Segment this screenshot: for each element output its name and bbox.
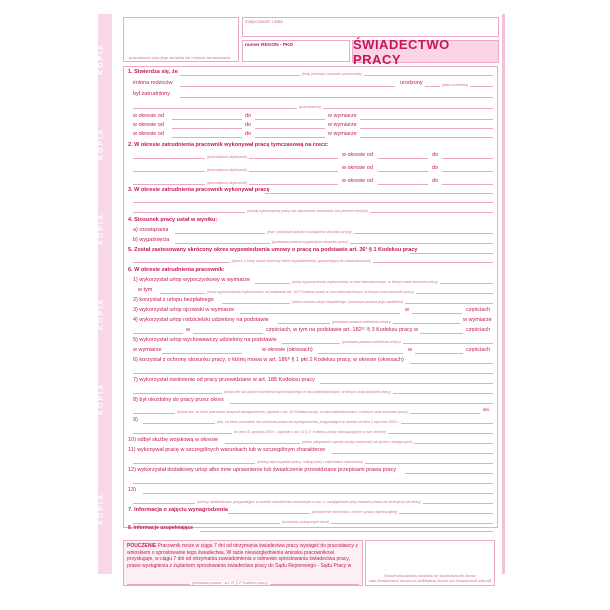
period-dim-field[interactable] [360,137,493,138]
section-8-title: 8. Informacje uzupełniające [128,525,194,531]
period-dim-label: w wymiarze [328,113,357,119]
instructions-caption: (podstawa prawna - art. 97 § 2¹ Kodeksu pracy) [192,581,268,585]
right-margin-bar [502,14,505,574]
item-12-field[interactable] [405,473,493,474]
period-from-field[interactable] [378,184,428,185]
item-7-label: 7) wykorzystał zwolnienie od pracy przewidziane w art. 188 Kodeksu pracy [133,377,315,383]
additional-info-field[interactable] [200,531,493,532]
notice-caption: (okres, o który został skrócony okres wypowiedzenia, uprawniający do odszkodowania) [232,259,371,263]
period-to-field[interactable] [442,171,493,172]
item-3-field[interactable] [240,313,400,314]
item-4-line2: częściach, w tym na podstawie art. 182¹ᶜ § 3 Kodeksu pracy w [266,327,419,333]
expiry-label: b) wygaśnięcia [133,237,170,243]
item-5-period-field[interactable] [318,353,403,354]
item-6-field[interactable] [410,363,493,364]
item-3-w: w [405,307,409,313]
item-4-parts2-field[interactable] [420,333,463,334]
item-13-field[interactable] [143,493,493,494]
item-8-field[interactable] [230,403,493,404]
item-9-label: 9) [133,417,138,423]
period-from-label: w okresie od [342,165,373,171]
period-from-label: w okresie od [133,131,164,137]
item-4-dim-field[interactable] [133,333,183,334]
item-2-caption: (okres trwania urlopu bezpłatnego i podstawa prawna jego udzielenia) [292,300,404,304]
item-3-label: 3) wykorzystał urlop ojcowski w wymiarze [133,307,235,313]
item-12-label: 12) wykorzystał dodatkowy urlop albo inne uprawnienie lub świadczenie przewidziane przepisami prawa pracy [128,467,397,473]
stub-label: KOPIA [98,212,105,246]
period-from-field[interactable] [378,171,428,172]
stub-label: KOPIA [98,297,105,331]
period-to-field[interactable] [255,119,325,120]
item-4-label: 4) wykorzystał urlop rodzicielski udzielony na podstawie [133,317,269,323]
item-1-label: 1) wykorzystał urlop wypoczynkowy w wymiarze [133,277,251,283]
period-to-label: do [432,165,439,171]
user-caption: (pracodawca użytkownik) [207,168,248,172]
period-from-label: w okresie od [133,122,164,128]
section-2-title: 2. W okresie zatrudnienia pracownik wykonywał pracę tymczasową na rzecz: [128,142,329,148]
born-caption: (data urodzenia) [442,83,469,87]
period-to-label: do [245,113,252,119]
item-8-caption: (liczba dni, za które pracownik otrzymał wynagrodzenie, zgodnie z art. 92 Kodeksu pracy, w roku kalendarzowym, w którym ustał stosunek pracy) [177,410,408,414]
item-1-sub-label: w tym [138,287,153,293]
item-13-caption: (okresy nieskładkowe, przypadające w okresie zatrudnienia wskazanym w ust. 1, uwzględniane przy ustalaniu prawa do emerytury lub renty) [197,500,421,504]
item-9-caption: (dni, za które pracownik nie zachował prawa do wynagrodzenia, przypadające w okresie od dnia 1 stycznia 2003 r. [217,420,400,424]
section-5-title: 5. Został zastosowany skrócony okres wypowiedzenia umowy o pracę na podstawie art. 36¹ § 1 Kodeksu pracy [128,247,418,253]
item-1-caption: (urlop wypoczynkowy wykorzystany w roku kalendarzowym, w którym ustał stosunek pracy) [292,280,438,284]
instructions-text: Pracownik może w ciągu 7 dni od otrzymania świadectwa pracy wystąpić do pracodawcy z wnioskiem o sprostowanie tego świadectwa. W razie nieuwzględnienia wniosku pracownikowi przysługuje, w ciągu 7 dni od otrzymania zawiadomienia o odmowie sprostowania świadectwa pracy, prawo wystąpienia z żądaniem sprostowania świadectwa pracy do Sądu Rejonowego - Sądu Pracy w [127,543,358,569]
period-from-field[interactable] [172,128,242,129]
user-caption: (pracodawca użytkownik) [207,181,248,185]
item-4-w: w [186,327,190,333]
termination-label: a) rozwiązania [133,227,169,233]
born-label: urodzony [400,80,423,86]
item-11-caption: (okresy wykonywania pracy, rodzaj pracy i zajmowane stanowisko) [257,460,364,464]
notice-field[interactable] [410,253,493,254]
period-to-field[interactable] [442,184,493,185]
stub-label: KOPIA [98,382,105,416]
period-from-field[interactable] [172,119,242,120]
item-4-parts-field[interactable] [193,333,263,334]
employed-field[interactable] [180,97,493,98]
period-dim-field[interactable] [360,128,493,129]
item-5-parts-field[interactable] [415,353,463,354]
item-1-sub-caption: (urlop wypoczynkowy wykorzystany na podstawie art. 167² Kodeksu pracy w roku kalendarzowym, w którym ustał stosunek pracy) [207,290,414,294]
employer-stamp-box[interactable] [123,17,239,62]
section-1-title: 1. Stwierdza się, że [128,69,178,75]
title-box [352,36,499,67]
regon-box[interactable] [242,40,350,62]
period-to-label: do [245,131,252,137]
item-11-label: 11) wykonywał pracę w szczególnych warunkach lub w szczególnym charakterze [128,447,326,453]
item-7-field[interactable] [320,383,493,384]
item-9-caption-2: do dnia 31 grudnia 2003 r., zgodnie z art. 92 § 1¹ Kodeksu pracy obowiązującym w tym okresie) [234,430,387,434]
item-5-dim-label: w wymiarze [133,347,162,353]
item-8-suffix: dni [483,407,490,412]
item-8-label: 8) był niezdolny do pracy przez okres [133,397,224,403]
item-5-w: w [408,347,412,353]
signature-box[interactable] [365,540,495,586]
item-4-caption: (podstawa prawna udzielenia urlopu) [332,320,391,324]
period-to-field[interactable] [255,128,325,129]
parents-label: imiona rodziców [133,80,173,86]
garnishment-caption: (oznaczenie komornika i numer sprawy egzekucyjnej) [312,510,398,514]
item-3-suffix: częściach [466,307,491,313]
item-6-field-2[interactable] [133,373,493,374]
item-4-suffix: w wymiarze [463,317,492,323]
period-dim-field[interactable] [360,119,493,120]
user-caption: (pracodawca użytkownik) [207,155,248,159]
instructions-box [123,540,363,586]
period-from-field[interactable] [378,158,428,159]
section-4-title: 4. Stosunek pracy ustał w wyniku: [128,217,218,223]
period-from-label: w okresie od [342,152,373,158]
copy-stub [98,14,112,574]
period-to-label: do [432,152,439,158]
section-7-title: 7. Informacja o zajęciu wynagrodzenia [128,507,228,513]
regon-label: numer REGON - PKD [245,43,293,48]
period-to-field[interactable] [442,158,493,159]
period-from-field[interactable] [172,137,242,138]
period-to-label: do [432,178,439,184]
signature-caption: (podpis pracodawcy lub osoby działającej w imieniu pracodawcy albo osoby upoważnionej do wydania świadectwa pracy) [368,574,492,584]
item-12-field-2[interactable] [133,483,493,484]
item-5-period-label: w okresie (okresach) [262,347,313,353]
item-13-label: 13) [128,487,136,493]
item-10-caption: (okres odbywania czynnej służby wojskowej lub jej form zastępczych) [302,440,413,444]
period-from-label: w okresie od [133,113,164,119]
item-2-label: 2) korzystał z urlopu bezpłatnego [133,297,214,303]
period-from-label: w okresie od [342,178,373,184]
item-5-dim-field[interactable] [162,353,242,354]
item-3-parts-field[interactable] [412,313,462,314]
document-title: ŚWIADECTWO PRACY [353,36,450,67]
employer-caption: (pracodawca) [299,105,321,109]
section-6-title: 6. W okresie zatrudnienia pracownik: [128,267,225,273]
item-11-field[interactable] [332,453,493,454]
period-to-label: do [245,122,252,128]
employer-caption: pracodawca oraz jego siedziba lub miejsce zamieszkania [129,55,231,60]
item-4-line2-suffix: częściach [466,327,491,333]
item-5-caption: (podstawa prawna udzielenia urlopu) [342,340,401,344]
work-type-caption: (rodzaj wykonywanej pracy lub zajmowane stanowisko lub pełnione funkcje) [247,209,368,213]
item-5-suffix: częściach [466,347,491,353]
item-6-label: 6) korzystał z ochrony stosunku pracy, o której mowa w art. 186⁸ § 1 pkt 2 Kodeksu pracy, w okresie (okresach) [133,357,404,363]
stub-label: KOPIA [98,492,105,526]
period-to-field[interactable] [255,137,325,138]
garnishment-caption-2: (wysokość potrąconych kwot) [282,520,329,524]
instructions-heading: POUCZENIE [127,543,157,549]
stub-label: KOPIA [98,127,105,161]
employed-label: był zatrudniony [133,91,170,97]
section-3-title: 3. W okresie zatrudnienia pracownik wykonywał pracę [128,187,270,193]
item-10-label: 10) odbył służbę wojskową w okresie [128,437,219,443]
expiry-caption: (podstawa prawna wygaśnięcia stosunku pracy) [272,240,349,244]
work-type-field-2[interactable] [133,202,493,203]
stub-label: KOPIA [98,42,105,76]
place-date-label: miejscowość i data [245,19,283,24]
period-dim-label: w wymiarze [328,131,357,137]
work-type-field[interactable] [265,193,493,194]
parents-field[interactable] [180,86,395,87]
period-dim-label: w wymiarze [328,122,357,128]
termination-caption: (tryb i podstawa prawna rozwiązania stosunku pracy) [267,230,352,234]
place-date-box[interactable] [242,17,499,37]
name-caption: (imię (imiona) i nazwisko pracownika) [302,72,362,76]
item-7-caption: (liczba dni lub godzin zwolnienia wykorzystanego w roku kalendarzowym, w którym ustał stosunek pracy) [224,390,391,394]
item-5-label: 5) wykorzystał urlop wychowawczy udzielony na podstawie [133,337,277,343]
